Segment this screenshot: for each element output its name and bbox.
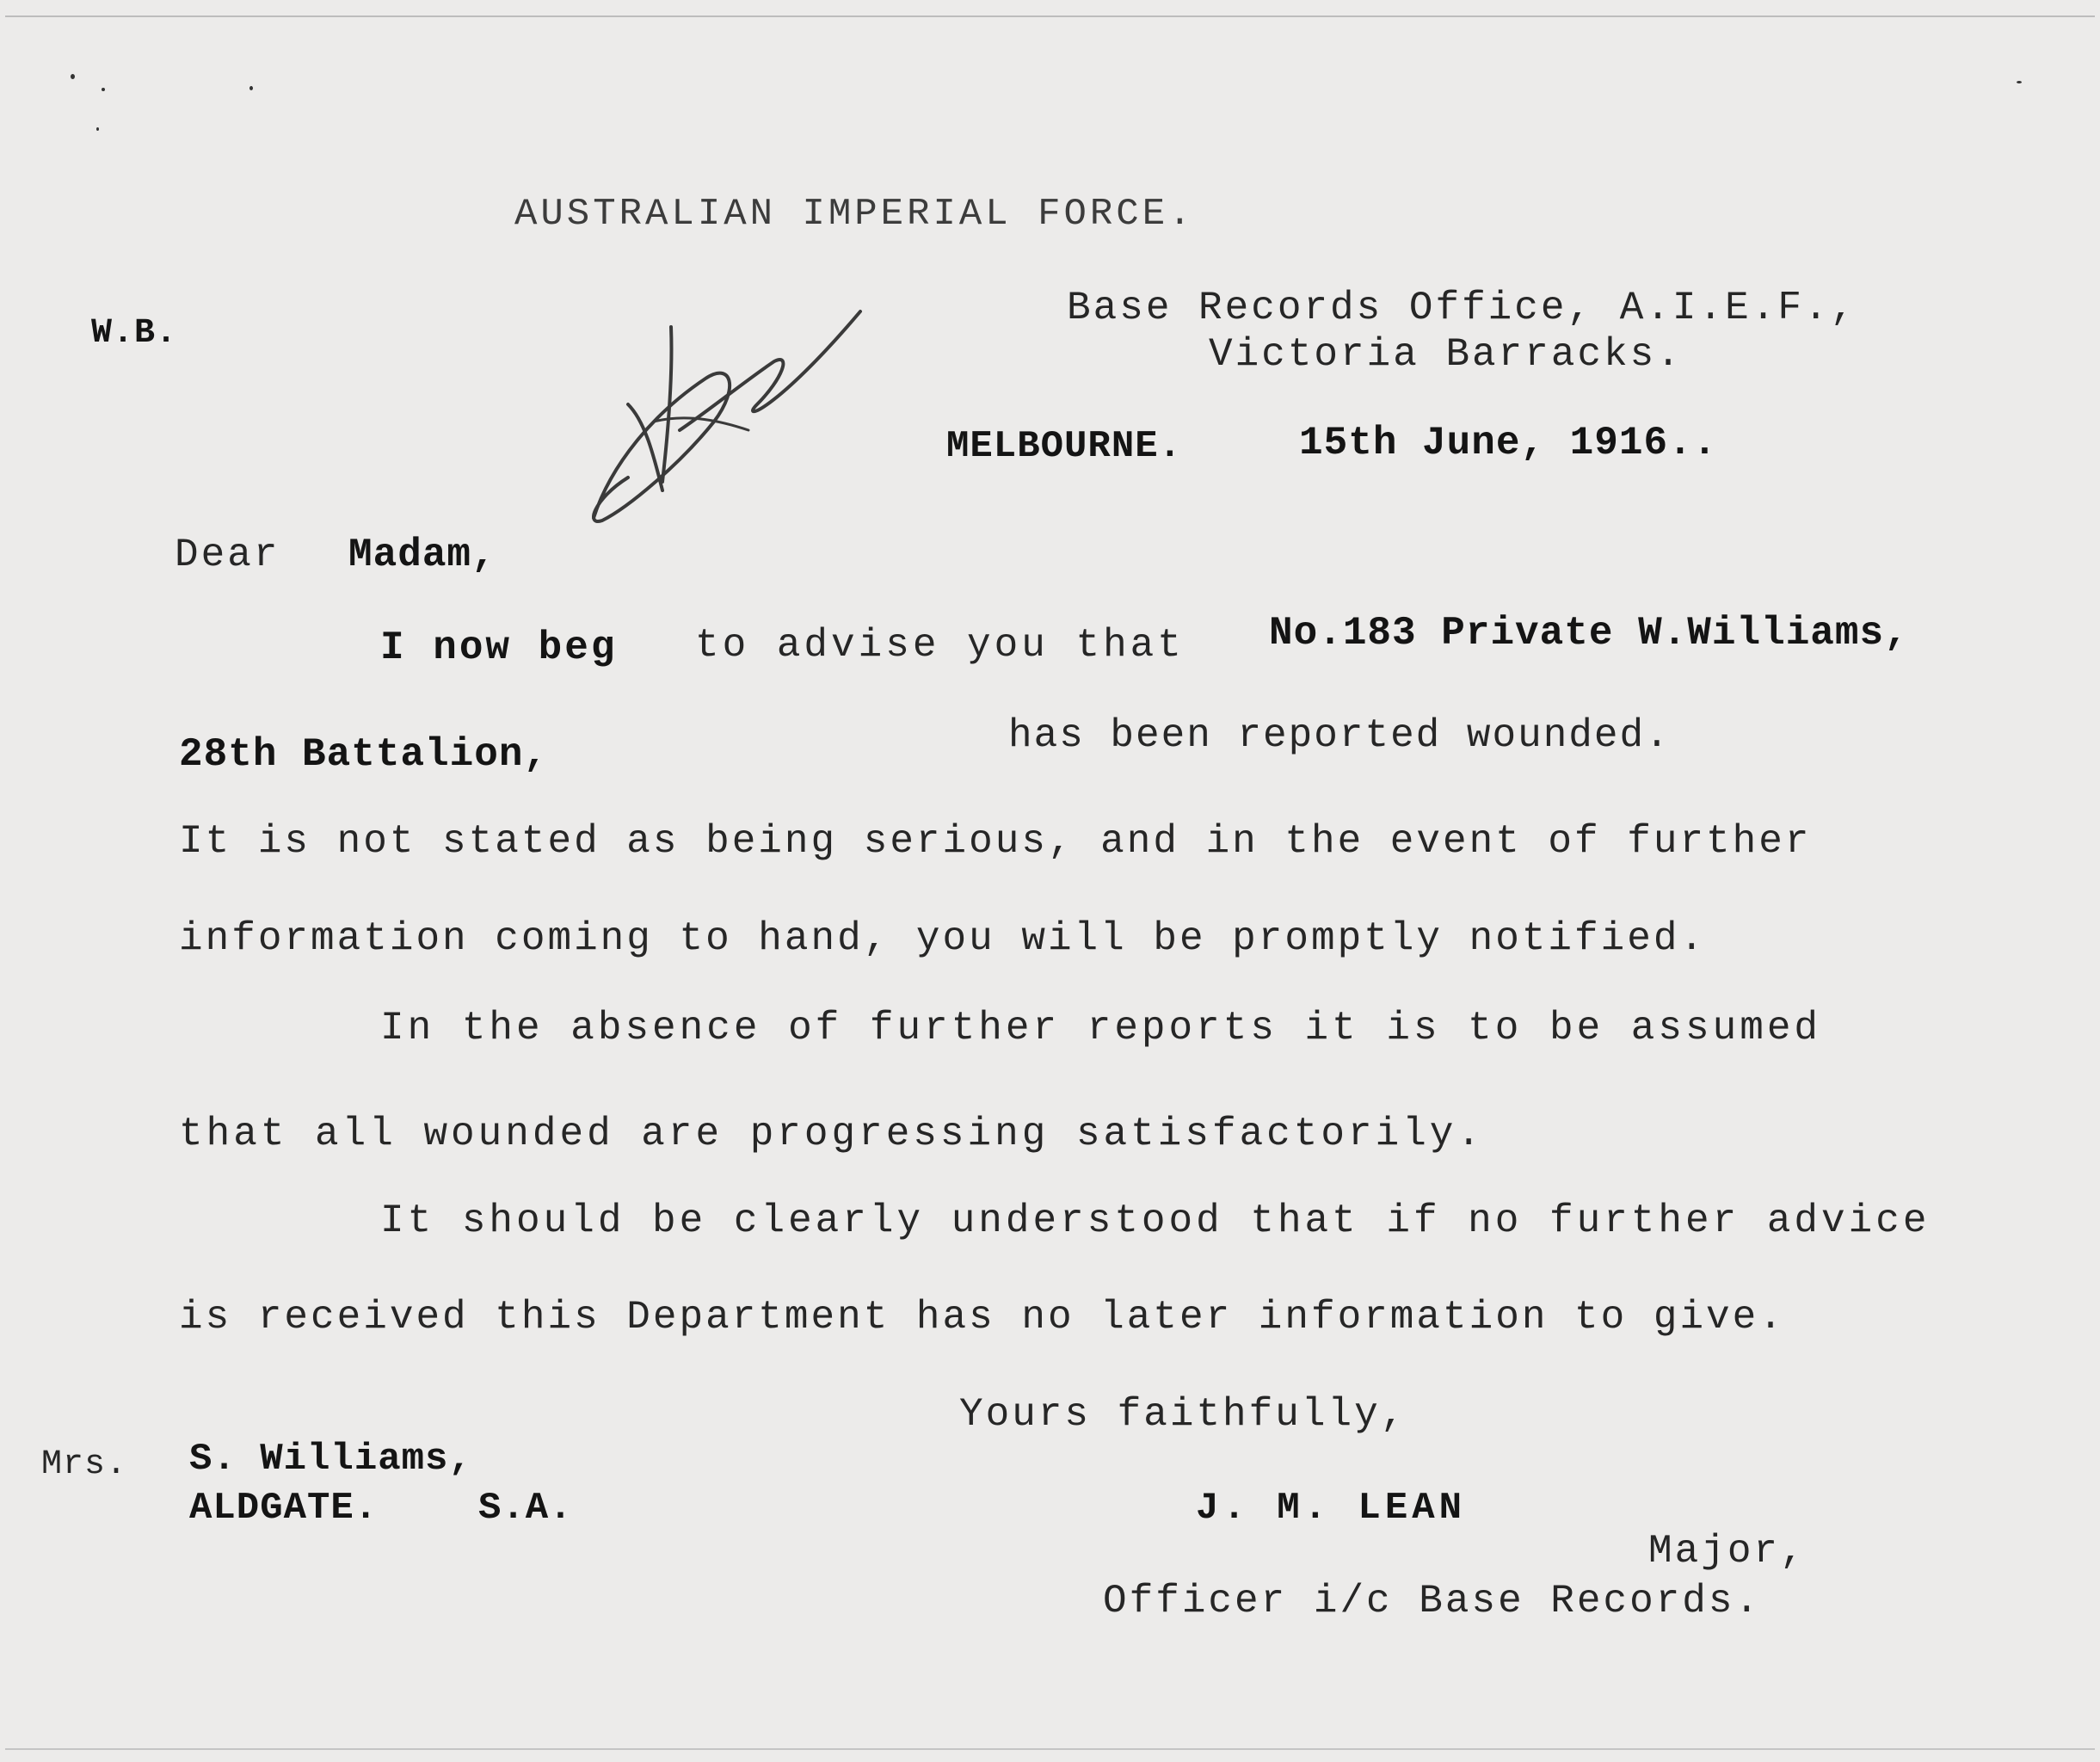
soldier-unit: 28th Battalion, — [179, 732, 549, 777]
addressee-prefix: Mrs. — [41, 1445, 128, 1484]
valediction: Yours faithfully, — [959, 1392, 1407, 1437]
body-p2-line-1: It is not stated as being serious, and in the event of further — [179, 819, 1812, 864]
dateline-date: 15th June, 1916.. — [1299, 421, 1718, 465]
signatory-name: J. M. LEAN — [1196, 1487, 1467, 1530]
letterhead: AUSTRALIAN IMPERIAL FORCE. — [514, 193, 1195, 236]
reference-code: W.B. — [91, 314, 178, 353]
casualty-status: has been reported wounded. — [1008, 713, 1671, 758]
scan-speck — [96, 127, 99, 131]
body-p2-line-2: information coming to hand, you will be promptly notified. — [179, 916, 1707, 961]
body-p1-mid: to advise you that — [695, 623, 1185, 668]
salutation-madam: Madam, — [348, 533, 496, 577]
body-p3-line-1: In the absence of further reports it is to be assumed — [380, 1006, 1822, 1050]
body-p4-line-1: It should be clearly understood that if no further advice — [380, 1198, 1931, 1243]
office-line-1: Base Records Office, A.I.E.F., — [1067, 286, 1857, 330]
signatory-title: Officer i/c Base Records. — [1103, 1579, 1762, 1623]
scan-speck — [2017, 81, 2022, 83]
addressee-town: ALDGATE. — [189, 1487, 379, 1530]
soldier-identification: No.183 Private W.Williams, — [1269, 611, 1909, 656]
office-line-2: Victoria Barracks. — [1209, 332, 1683, 377]
signatory-rank: Major, — [1648, 1529, 1807, 1574]
scan-speck — [102, 88, 105, 91]
body-p3-line-2: that all wounded are progressing satisfactorily. — [179, 1112, 1485, 1156]
addressee-state: S.A. — [478, 1487, 573, 1530]
body-p4-line-2: is received this Department has no later information to give. — [179, 1295, 1785, 1340]
scan-speck — [71, 74, 75, 79]
salutation-dear: Dear — [175, 533, 280, 577]
dateline-place: MELBOURNE. — [946, 425, 1183, 468]
addressee-name: S. Williams, — [189, 1438, 472, 1481]
handwritten-initials — [576, 293, 886, 542]
body-p1-lead: I now beg — [380, 625, 618, 670]
scan-speck — [249, 86, 253, 90]
